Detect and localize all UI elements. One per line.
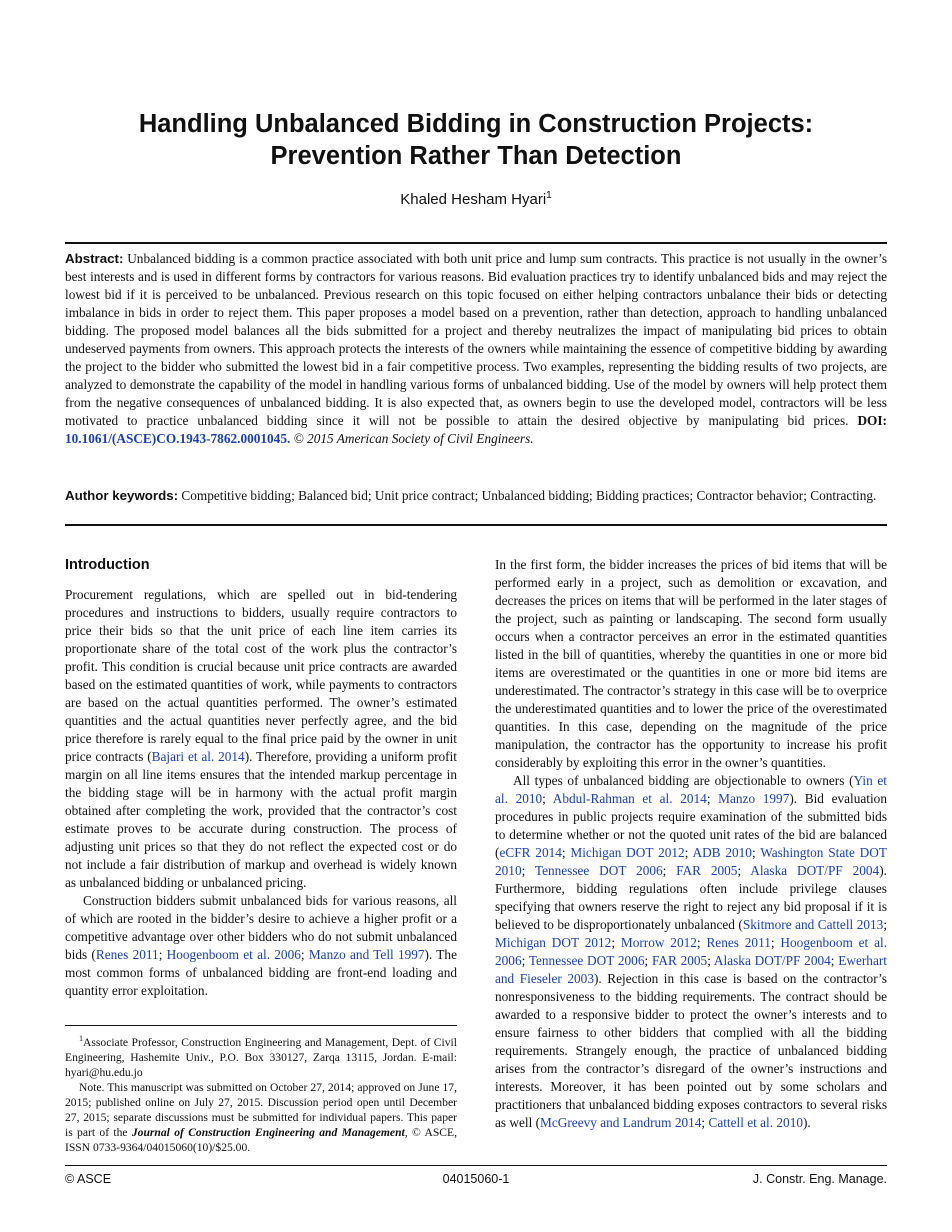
- intro-paragraph-2: [65, 892, 457, 1000]
- citation-link[interactable]: FAR 2005: [651, 953, 708, 968]
- journal-name: Journal of Construction Engineering and Management: [131, 1125, 405, 1139]
- author-affiliation-marker: 1: [546, 190, 552, 201]
- abstract-text: Unbalanced bidding is a common practice associated with both unit price and lump sum contracts. This practice is not usually in the owner’s best interests and is used in different forms by contractors for various reasons. Bid evaluation practices try to identify unbalanced bids and may reject the lowest bid if it is perceived to be unbalanced. Previous research on this topic focused on either helping contractors unbalance their bids or detecting imbalance in bids in order to reject them. This paper proposes a model based on a prevention, rather than detection, approach to handling unbalanced bidding. The proposed model balances all the bids submitted for a project and thereby neutralizes the impact of manipulating bid prices to obtain undeserved payments from owners. This approach protects the interests of the owners while maintaining the essence of competitive bidding by awarding the project to the bidder who submitted the lowest bid in a fair competitive process. Two examples, representing the bidding results of two projects, are analyzed to demonstrate the capability of the model in handling various forms of unbalanced bidding. Use of the model by owners will help protect them from the negative consequences of unbalanced bidding. It is also expected that, as owners begin to use the developed model, contractors will be less motivated to practice unbalanced bidding since it will not be possible to attain the desired objective by manipulating bid prices.: [65, 251, 887, 428]
- separator: ;: [770, 935, 781, 950]
- citation-link[interactable]: Michigan DOT 2012: [495, 935, 612, 950]
- citation-link[interactable]: Hoogenboom et al. 2006: [166, 947, 301, 962]
- footnote-affiliation: [65, 1031, 457, 1080]
- citation-link[interactable]: Morrow 2012: [620, 935, 697, 950]
- title-line-1: Handling Unbalanced Bidding in Construction Projects:: [138, 110, 814, 138]
- citation-link[interactable]: Hoogenboom et al. 2006: [495, 935, 888, 968]
- text-run: ). Bid evaluation procedures in public projects require examination of the submitted bids to determine whether or not the quoted unit rates of the bid are balanced (: [495, 791, 887, 860]
- affiliation-text: Associate Professor, Construction Engineering and Management, Dept. of Civil Engineering, Hashemite Univ., P.O. Box 330127, Zarqa 13115, Jordan. E-mail: hyari@hu.edu.jo: [65, 1035, 457, 1079]
- text-run: Note. This manuscript was submitted on October 27, 2014; approved on June 17, 2015; published online on July 27, 2015. Discussion period open until December 27, 2015; separate discussions must be submitted for individual papers. This paper is part of the: [65, 1080, 457, 1139]
- abstract-top-rule: [65, 242, 887, 244]
- citation-link[interactable]: Ewerhart and Fieseler 2003: [495, 953, 887, 986]
- citation-link[interactable]: Tennessee DOT 2006: [534, 863, 663, 878]
- citation-link[interactable]: Manzo and Tell 1997: [308, 947, 425, 962]
- footer-page-id: 04015060-1: [442, 1172, 510, 1186]
- separator: ;: [707, 953, 714, 968]
- separator: ;: [737, 863, 751, 878]
- separator: ;: [542, 791, 553, 806]
- separator: ;: [883, 917, 888, 932]
- footer-journal: J. Constr. Eng. Manage.: [752, 1172, 887, 1186]
- abstract-label: Abstract:: [65, 251, 124, 266]
- right-column: [495, 556, 887, 1132]
- separator: ;: [696, 935, 707, 950]
- citation-link[interactable]: Tennessee DOT 2006: [528, 953, 645, 968]
- citation-link[interactable]: Alaska DOT/PF 2004: [713, 953, 831, 968]
- separator: ;: [521, 953, 529, 968]
- text-run: All types of unbalanced bidding are objectionable to owners (: [513, 773, 854, 788]
- separator: ;: [751, 845, 761, 860]
- keywords-bottom-rule: [65, 524, 887, 526]
- citation-link[interactable]: ADB 2010: [692, 845, 752, 860]
- text-run: ). Therefore, providing a uniform profit margin on all line items ensures that the intended markup percentage in the bidding stage will be in harmony with the actual profit margin obtained after completing the work, provided that the contractor’s cost estimate proves to be accurate during construction. The process of adjusting unit prices so that they do not reflect the expected cost or do not include a fair distribution of markup and overhead is widely known as unbalanced bidding or unbalanced pricing.: [65, 749, 457, 890]
- text-run: ). The most common forms of unbalanced bidding are front-end loading and quantity error exploitation.: [65, 947, 457, 998]
- section-heading-introduction: Introduction: [65, 557, 150, 573]
- author-name: Khaled Hesham Hyari: [400, 191, 547, 208]
- citation-link[interactable]: eCFR 2014: [499, 845, 562, 860]
- body-paragraph-1: In the first form, the bidder increases the prices of bid items that will be performed early in a project, such as demolition or excavation, and decreases the prices on items that will be performed in the later stages of the project, such as painting or landscaping. The second form usually occurs when a contractor perceives an error in the estimated quantities listed in the bill of quantities, whereby the quantities in one or more bid items are overestimated or the quantities in one or more bid items are underestimated. The contractor’s strategy in this case will be to overprice the underestimated quantities and to lower the price of the overestimated quantities. In this case, depending on the magnitude of the price manipulation, the contractor has the opportunity to increase his profit considerably by exploiting this error in the owner’s quantities.: [495, 557, 887, 770]
- citation-link[interactable]: Renes 2011: [706, 935, 771, 950]
- citation-link[interactable]: Michigan DOT 2012: [570, 845, 685, 860]
- text-run: ). Furthermore, bidding regulations often include privilege clauses specifying that owners reserve the right to reject any bid proposal if it is believed to be disproportionately unbalanced (: [495, 863, 887, 932]
- footnote-block: [65, 1031, 457, 1155]
- citation-link[interactable]: Renes 2011: [95, 947, 159, 962]
- footer-publisher: © ASCE: [65, 1172, 112, 1186]
- intro-paragraph-1: [65, 586, 457, 892]
- copyright-notice: © 2015 American Society of Civil Engineers.: [293, 431, 534, 446]
- abstract-block: [65, 250, 887, 448]
- text-run: Procurement regulations, which are spelled out in bid-tendering procedures and instructions to bidders, usually require contractors to price their bids so that the unit price of each line item carries its proportionate share of the total cost of the work plus the contractor’s profit. This condition is crucial because unit price contracts are awarded based on the estimated quantities of work, while payments to contractors are based on the actual quantities performed. The owner’s estimated quantities and the actual quantities never perfectly agree, and the bid price therefore is rarely equal to the final price paid by the owner in unit price contracts (: [65, 587, 457, 764]
- text-run: Construction bidders submit unbalanced bids for various reasons, all of which are rooted in the bidder’s desire to achieve a higher profit or a competitive advantage over other bidders who do not submit unbalanced bids (: [65, 893, 457, 962]
- citation-link[interactable]: Manzo 1997: [718, 791, 790, 806]
- separator: ;: [561, 845, 571, 860]
- citation-link[interactable]: Cattell et al. 2010: [708, 1115, 803, 1130]
- body-paragraph-2: [495, 772, 887, 1132]
- title-line-2: Prevention Rather Than Detection: [270, 142, 682, 170]
- keywords-label: Author keywords:: [65, 488, 179, 503]
- separator: ;: [701, 1115, 709, 1130]
- author-line: [40, 190, 912, 208]
- citation-link[interactable]: FAR 2005: [676, 863, 738, 878]
- separator: ;: [662, 863, 677, 878]
- citation-link[interactable]: Alaska DOT/PF 2004: [750, 863, 880, 878]
- separator: ;: [830, 953, 839, 968]
- separator: ;: [611, 935, 621, 950]
- citation-link[interactable]: Bajari et al. 2014: [151, 749, 245, 764]
- separator: ;: [521, 863, 535, 878]
- text-run: ;: [300, 947, 309, 962]
- doi-link[interactable]: 10.1061/(ASCE)CO.1943-7862.0001045.: [65, 431, 291, 446]
- footnote-note: [65, 1080, 457, 1155]
- left-column: [65, 586, 457, 1000]
- citation-link[interactable]: Yin et al. 2010: [495, 773, 887, 806]
- text-run: ).: [803, 1115, 811, 1130]
- footnote-rule: [65, 1025, 457, 1026]
- separator: ;: [706, 791, 719, 806]
- doi-label: DOI:: [857, 413, 887, 428]
- keywords-block: [65, 487, 887, 505]
- citation-link[interactable]: Skitmore and Cattell 2013: [742, 917, 884, 932]
- text-run: ). Rejection in this case is based on the contractor’s nonresponsiveness to the bidding requirements. The contract should be awarded to a responsive bidder to protect the owner’s interests and to ensure fairness to other bidders that complied with all the bidding requirements. Strangely enough, the practice of unbalanced bidding arises from the contractor’s disregard of the owner’s instructions and interests. Moreover, it has been pointed out by some scholars and practitioners that unbalanced bidding exposes contractors to several risks as well (: [495, 971, 887, 1130]
- footer-rule: [65, 1165, 887, 1166]
- citation-link[interactable]: Washington State DOT 2010: [495, 845, 887, 878]
- citation-link[interactable]: McGreevy and Landrum 2014: [540, 1115, 702, 1130]
- paper-title: [40, 108, 912, 172]
- separator: ;: [644, 953, 652, 968]
- footnote-marker: 1: [79, 1034, 83, 1043]
- citation-link[interactable]: Abdul-Rahman et al. 2014: [552, 791, 707, 806]
- separator: ;: [684, 845, 693, 860]
- keywords-text: Competitive bidding; Balanced bid; Unit price contract; Unbalanced bidding; Bidding practices; Contractor behavior; Contracting.: [181, 488, 877, 503]
- text-run: ;: [158, 947, 167, 962]
- text-run: , © ASCE, ISSN 0733-9364/04015060(10)/$25.00.: [65, 1125, 457, 1154]
